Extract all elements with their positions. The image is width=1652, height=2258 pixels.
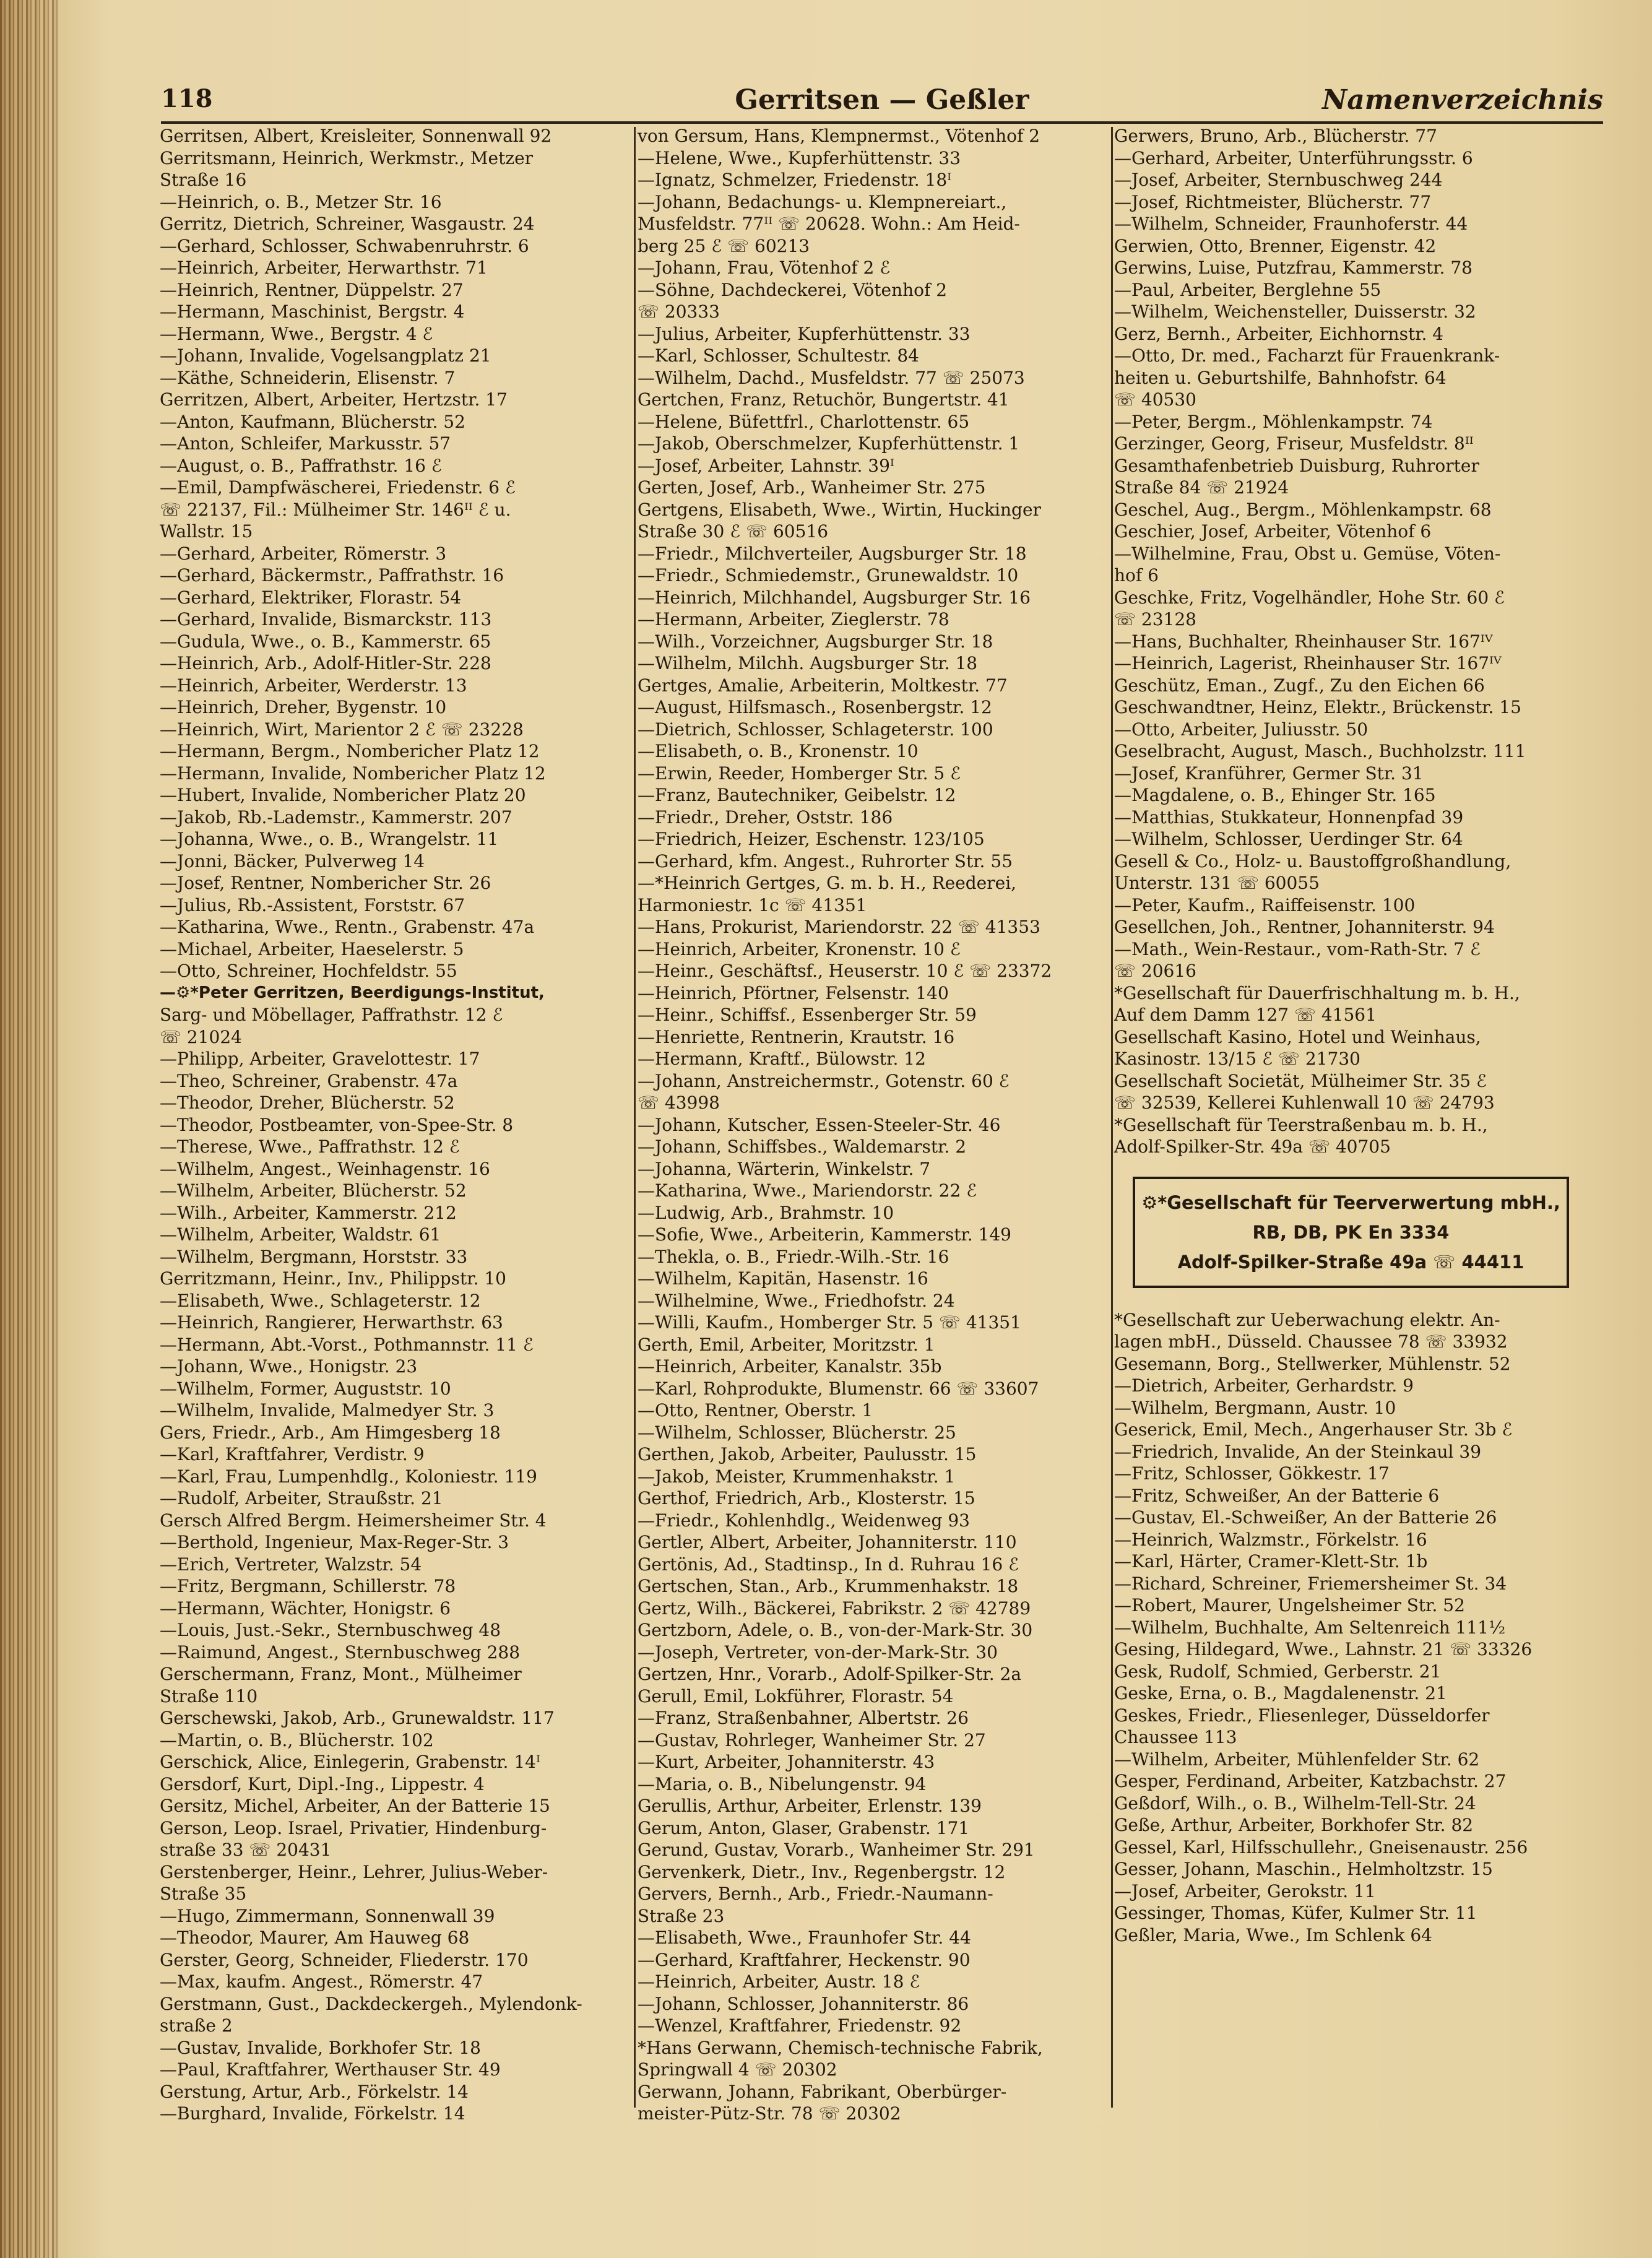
directory-entry: Straße 84 ☏ 21924 [1114,477,1289,498]
directory-entry: —Robert, Maurer, Ungelsheimer Str. 52 [1114,1595,1465,1616]
directory-entry: —Philipp, Arbeiter, Gravelottestr. 17 [160,1049,480,1069]
header-title: Gerritsen — Geßler [735,84,1029,116]
directory-entry: —Gerhard, Kraftfahrer, Heckenstr. 90 [638,1949,971,1970]
directory-entry: —Karl, Kraftfahrer, Verdistr. 9 [160,1444,425,1464]
directory-entry: —Friedr., Milchverteiler, Augsburger Str. 18 [638,543,1027,564]
directory-entry: Geskes, Friedr., Fliesenleger, Düsseldorfer [1114,1705,1490,1726]
directory-entry: Gersdorf, Kurt, Dipl.-Ing., Lippestr. 4 [160,1773,485,1794]
directory-entry: —Karl, Härter, Cramer-Klett-Str. 1b [1114,1551,1428,1572]
directory-entry: —Ignatz, Schmelzer, Friedenstr. 18ᴵ [638,170,952,190]
directory-entry: straße 33 ☏ 20431 [160,1840,332,1860]
directory-entry: *Gesellschaft zur Ueberwachung elektr. An- [1114,1309,1500,1330]
directory-entry: Gerson, Leop. Israel, Privatier, Hindenburg- [160,1817,547,1838]
directory-entry: —Josef, Kranführer, Germer Str. 31 [1114,763,1424,784]
directory-entry: —Heinrich, Wirt, Marientor 2 ℰ ☏ 23228 [160,719,524,740]
directory-entry: —Jakob, Rb.-Lademstr., Kammerstr. 207 [160,807,512,828]
directory-entry: Geschier, Josef, Arbeiter, Vötenhof 6 [1114,521,1432,542]
directory-entry: Gerwann, Johann, Fabrikant, Oberbürger- [638,2081,1007,2102]
directory-entry: —Max, kaufm. Angest., Römerstr. 47 [160,1971,483,1992]
directory-entry: Gesellschaft Societät, Mülheimer Str. 35 ℰ [1114,1070,1487,1091]
directory-entry: —Käthe, Schneiderin, Elisenstr. 7 [160,367,456,388]
directory-entry: ☏ 21024 [160,1026,242,1047]
directory-entry: Sarg- und Möbellager, Paffrathstr. 12 ℰ [160,1005,503,1025]
ad-accounts: RB, DB, PK En 3334 [1252,1221,1450,1243]
directory-entry: —Hans, Buchhalter, Rheinhauser Str. 167ᴵⱽ [1114,631,1493,652]
directory-entry: —Wilh., Arbeiter, Kammerstr. 212 [160,1202,457,1223]
directory-entry: —Friedr., Kohlenhdlg., Weidenweg 93 [638,1510,970,1531]
directory-entry: Gesser, Johann, Maschin., Helmholtzstr. 15 [1114,1859,1493,1879]
directory-entry: —Ludwig, Arb., Brahmstr. 10 [638,1202,894,1223]
directory-entry: —Math., Wein-Restaur., vom-Rath-Str. 7 ℰ [1114,938,1481,959]
directory-entry: Gertzborn, Adele, o. B., von-der-Mark-Str. 30 [638,1620,1033,1640]
directory-entry: —Franz, Straßenbahner, Albertstr. 26 [638,1708,969,1728]
directory-entry: —Johann, Bedachungs- u. Klempnereiart., [638,191,1007,212]
directory-entry: Gertchen, Franz, Retuchör, Bungertstr. 41 [638,389,1010,410]
directory-entry: Gerstmann, Gust., Dackdeckergeh., Mylendonk- [160,1993,582,2014]
directory-entry: —Gudula, Wwe., o. B., Kammerstr. 65 [160,631,491,652]
directory-entry: Auf dem Damm 127 ☏ 41561 [1114,1005,1377,1025]
directory-entry: Gerstung, Artur, Arb., Förkelstr. 14 [160,2081,469,2102]
directory-entry: —Burghard, Invalide, Förkelstr. 14 [160,2103,465,2124]
directory-entry: Gers, Friedr., Arb., Am Himgesberg 18 [160,1422,501,1443]
directory-entry: *Gesellschaft für Teerstraßenbau m. b. H., [1114,1114,1488,1135]
directory-entry: ☏ 23128 [1114,609,1196,629]
directory-entry: —Emil, Dampfwäscherei, Friedenstr. 6 ℰ [160,477,516,498]
directory-entry: —Dietrich, Arbeiter, Gerhardstr. 9 [1114,1375,1414,1396]
directory-entry: Geßdorf, Wilh., o. B., Wilhelm-Tell-Str. 24 [1114,1793,1476,1814]
directory-entry: —Wilhelm, Milchh. Augsburger Str. 18 [638,653,978,673]
directory-entry: Gerritz, Dietrich, Schreiner, Wasgaustr. 24 [160,214,535,234]
directory-entry: Gerritsen, Albert, Kreisleiter, Sonnenwall 92 [160,126,552,146]
directory-entry: —Hermann, Invalide, Nombericher Platz 12 [160,763,546,784]
directory-entry: Geske, Erna, o. B., Magdalenenstr. 21 [1114,1683,1447,1703]
directory-entry: ☏ 40530 [1114,389,1196,410]
directory-entry: Gerstenberger, Heinr., Lehrer, Julius-Weber- [160,1861,548,1882]
directory-entry: Gerthof, Friedrich, Arb., Klosterstr. 15 [638,1488,975,1508]
directory-entry: —Peter, Bergm., Möhlenkampstr. 74 [1114,411,1433,432]
directory-entry: Gerritzmann, Heinr., Inv., Philippstr. 10 [160,1268,506,1289]
directory-entry: —Gerhard, Invalide, Bismarckstr. 113 [160,609,492,629]
directory-entry: Gerwins, Luise, Putzfrau, Kammerstr. 78 [1114,257,1473,278]
directory-entry: Gerum, Anton, Glaser, Grabenstr. 171 [638,1817,970,1838]
directory-entry: —Otto, Dr. med., Facharzt für Frauenkrank- [1114,345,1500,366]
directory-entry: —Therese, Wwe., Paffrathstr. 12 ℰ [160,1136,460,1157]
directory-entry: Gersitz, Michel, Arbeiter, An der Batterie 15 [160,1796,550,1816]
directory-entry: Kasinostr. 13/15 ℰ ☏ 21730 [1114,1049,1360,1069]
directory-entry: —Wilhelm, Schlosser, Blücherstr. 25 [638,1422,956,1443]
directory-entry: —Gerhard, Arbeiter, Unterführungsstr. 6 [1114,147,1473,168]
directory-entry: —Hermann, Abt.-Vorst., Pothmannstr. 11 ℰ [160,1334,534,1355]
directory-entry: —Elisabeth, o. B., Kronenstr. 10 [638,741,919,761]
directory-entry: —Anton, Schleifer, Markusstr. 57 [160,433,451,454]
column-3-lower [1114,1309,1588,1947]
directory-entry: —⚙*Peter Gerritzen, Beerdigungs-Institut, [160,983,545,1002]
directory-entry: —Erwin, Reeder, Homberger Str. 5 ℰ [638,763,961,784]
directory-entry: berg 25 ℰ ☏ 60213 [638,235,810,256]
directory-entry: —Heinrich, Arb., Adolf-Hitler-Str. 228 [160,653,491,673]
directory-entry: —Michael, Arbeiter, Haeselerstr. 5 [160,938,464,959]
directory-entry: —Otto, Arbeiter, Juliusstr. 50 [1114,719,1369,740]
directory-entry: Gersch Alfred Bergm. Heimersheimer Str. 4 [160,1510,547,1531]
directory-entry: —Wilhelm, Arbeiter, Mühlenfelder Str. 62 [1114,1749,1480,1770]
directory-entry: Gesemann, Borg., Stellwerker, Mühlenstr. 52 [1114,1353,1511,1374]
directory-entry: —Johanna, Wärterin, Winkelstr. 7 [638,1158,931,1179]
directory-entry: —August, Hilfsmasch., Rosenbergstr. 12 [638,697,992,717]
directory-entry: Gerullis, Arthur, Arbeiter, Erlenstr. 139 [638,1796,982,1816]
directory-entry: —Johann, Schiffsbes., Waldemarstr. 2 [638,1136,967,1157]
directory-entry: —Hermann, Maschinist, Bergstr. 4 [160,301,465,322]
column-3-upper [1114,125,1588,1158]
directory-entry: —Hermann, Wächter, Honigstr. 6 [160,1598,451,1619]
directory-entry: —Heinrich, Lagerist, Rheinhauser Str. 167ᴵⱽ [1114,653,1502,673]
directory-entry: von Gersum, Hans, Klempnermst., Vötenhof 2 [638,126,1040,146]
directory-entry: —Elisabeth, Wwe., Fraunhofer Str. 44 [638,1927,971,1948]
page-number: 118 [161,84,213,113]
directory-entry: —Heinrich, Arbeiter, Herwarthstr. 71 [160,257,488,278]
directory-entry: —Wilhelm, Buchhalte, Am Seltenreich 111½ [1114,1617,1506,1638]
directory-entry: —Heinrich, Rangierer, Herwarthstr. 63 [160,1312,503,1333]
directory-entry: —Wilhelm, Bergmann, Austr. 10 [1114,1397,1396,1418]
directory-entry: Gerster, Georg, Schneider, Fliederstr. 170 [160,1949,529,1970]
directory-entry: —Raimund, Angest., Sternbuschweg 288 [160,1642,521,1663]
column-divider [1111,127,1113,2108]
directory-entry: —Hermann, Bergm., Nombericher Platz 12 [160,741,540,761]
directory-entry: —Friedrich, Invalide, An der Steinkaul 39 [1114,1441,1482,1462]
directory-entry: Gesellchen, Joh., Rentner, Johanniterstr. 94 [1114,917,1495,937]
directory-entry: —Friedr., Dreher, Oststr. 186 [638,807,893,828]
directory-entry: Straße 110 [160,1685,258,1706]
directory-entry: —Josef, Rentner, Nombericher Str. 26 [160,873,491,893]
directory-entry: —Matthias, Stukkateur, Honnenpfad 39 [1114,807,1464,828]
column-divider [634,127,636,2108]
column-3 [1114,125,1588,1946]
directory-entry: —Fritz, Schweißer, An der Batterie 6 [1114,1485,1440,1506]
directory-entry: —Jakob, Meister, Krummenhakstr. 1 [638,1466,956,1487]
directory-entry: Gervers, Bernh., Arb., Friedr.-Naumann- [638,1884,993,1904]
directory-entry: —Wilhelmine, Frau, Obst u. Gemüse, Vöten- [1114,543,1501,564]
directory-entry: —Johanna, Wwe., o. B., Wrangelstr. 11 [160,829,499,849]
directory-entry: Gertler, Albert, Arbeiter, Johanniterstr. 110 [638,1532,1017,1552]
directory-entry: —Theodor, Postbeamter, von-Spee-Str. 8 [160,1114,514,1135]
directory-entry: —Wenzel, Kraftfahrer, Friedenstr. 92 [638,2015,962,2036]
directory-entry: —Gerhard, Bäckermstr., Paffrathstr. 16 [160,565,504,586]
directory-entry: —*Heinrich Gertges, G. m. b. H., Reederei, [638,873,1017,893]
directory-entry: —Wilhelm, Dachd., Musfeldstr. 77 ☏ 25073 [638,367,1025,388]
directory-entry: Geschwandtner, Heinz, Elektr., Brückenstr. 15 [1114,697,1521,717]
directory-entry: Gerten, Josef, Arb., Wanheimer Str. 275 [638,477,986,498]
directory-entry: Springwall 4 ☏ 20302 [638,2059,837,2080]
directory-entry: —Heinr., Schiffsf., Essenberger Str. 59 [638,1005,977,1025]
directory-entry: —Martin, o. B., Blücherstr. 102 [160,1729,434,1750]
directory-entry: Gerund, Gustav, Vorarb., Wanheimer Str. 291 [638,1840,1035,1860]
directory-entry: Gertges, Amalie, Arbeiterin, Moltkestr. 77 [638,675,1008,696]
directory-entry: *Hans Gerwann, Chemisch-technische Fabrik, [638,2037,1043,2058]
directory-entry: —Henriette, Rentnerin, Krautstr. 16 [638,1026,955,1047]
directory-entry: —Josef, Richtmeister, Blücherstr. 77 [1114,191,1432,212]
directory-entry: —Theodor, Maurer, Am Hauweg 68 [160,1927,470,1948]
directory-entry: —Theo, Schreiner, Grabenstr. 47a [160,1070,458,1091]
directory-entry: ☏ 20616 [1114,961,1196,981]
directory-entry: —Paul, Kraftfahrer, Werthauser Str. 49 [160,2059,501,2080]
directory-entry: —Fritz, Schlosser, Gökkestr. 17 [1114,1463,1390,1484]
directory-entry: ☏ 43998 [638,1092,720,1113]
directory-entry: —Heinrich, Rentner, Düppelstr. 27 [160,279,464,300]
directory-entry: —Wilhelm, Arbeiter, Blücherstr. 52 [160,1180,467,1201]
directory-entry: —Gerhard, Schlosser, Schwabenruhrstr. 6 [160,235,529,256]
directory-entry: —Wilhelm, Invalide, Malmedyer Str. 3 [160,1400,495,1421]
directory-entry: —Magdalene, o. B., Ehinger Str. 165 [1114,785,1436,805]
directory-entry: —Karl, Frau, Lumpenhdlg., Koloniestr. 119 [160,1466,537,1487]
directory-entry: —August, o. B., Paffrathstr. 16 ℰ [160,455,442,476]
directory-entry: —Joseph, Vertreter, von-der-Mark-Str. 30 [638,1642,998,1663]
directory-entry: Geschke, Fritz, Vogelhändler, Hohe Str. 60 ℰ [1114,587,1505,608]
directory-entry: —Erich, Vertreter, Walzstr. 54 [160,1554,422,1575]
directory-entry: —Heinrich, Milchhandel, Augsburger Str. 16 [638,587,1031,608]
header-rule [161,121,1603,124]
directory-entry: —Gerhard, Arbeiter, Römerstr. 3 [160,543,447,564]
directory-entry: ☏ 22137, Fil.: Mülheimer Str. 146ᴵᴵ ℰ u. [160,499,511,520]
directory-entry: Gesper, Ferdinand, Arbeiter, Katzbachstr. 27 [1114,1771,1507,1791]
directory-entry: —Theodor, Dreher, Blücherstr. 52 [160,1092,455,1113]
directory-entry: heiten u. Geburtshilfe, Bahnhofstr. 64 [1114,367,1447,388]
directory-entry: Gesing, Hildegard, Wwe., Lahnstr. 21 ☏ 33326 [1114,1639,1533,1659]
section-title: Namenverzeichnis [1322,84,1603,116]
directory-entry: —Johann, Kutscher, Essen-Steeler-Str. 46 [638,1114,1001,1135]
directory-entry: —Gerhard, Elektriker, Florastr. 54 [160,587,462,608]
directory-entry: —Berthold, Ingenieur, Max-Reger-Str. 3 [160,1532,509,1552]
directory-entry: —Josef, Arbeiter, Gerokstr. 11 [1114,1880,1376,1901]
directory-entry: —Hugo, Zimmermann, Sonnenwall 39 [160,1905,495,1926]
directory-entry: —Wilhelm, Kapitän, Hasenstr. 16 [638,1268,928,1289]
directory-entry: —Heinrich, Arbeiter, Werderstr. 13 [160,675,467,696]
directory-entry: Gerritsmann, Heinrich, Werkmstr., Metzer [160,147,534,168]
directory-entry: Harmoniestr. 1c ☏ 41351 [638,894,867,915]
directory-entry: —Fritz, Bergmann, Schillerstr. 78 [160,1576,456,1596]
directory-entry: —Wilhelm, Former, Auguststr. 10 [160,1378,451,1399]
directory-entry: lagen mbH., Düsseld. Chaussee 78 ☏ 33932 [1114,1331,1508,1352]
directory-entry: Gerzinger, Georg, Friseur, Musfeldstr. 8ᴵᴵ [1114,433,1474,454]
directory-entry: Gerschick, Alice, Einlegerin, Grabenstr. 14ᴵ [160,1752,540,1772]
directory-entry: Gerull, Emil, Lokführer, Florastr. 54 [638,1685,954,1706]
directory-entry: hof 6 [1114,565,1159,586]
directory-entry: —Wilhelm, Bergmann, Horststr. 33 [160,1246,468,1267]
directory-entry: Gessinger, Thomas, Küfer, Kulmer Str. 11 [1114,1903,1477,1923]
directory-entry: Geße, Arthur, Arbeiter, Borkhofer Str. 82 [1114,1815,1474,1835]
directory-entry: —Sofie, Wwe., Arbeiterin, Kammerstr. 149 [638,1224,1011,1245]
directory-entry: Gerschewski, Jakob, Arb., Grunewaldstr. 117 [160,1708,555,1728]
directory-entry: —Julius, Arbeiter, Kupferhüttenstr. 33 [638,323,971,344]
directory-entry: —Paul, Arbeiter, Berglehne 55 [1114,279,1382,300]
directory-entry: Gerwien, Otto, Brenner, Eigenstr. 42 [1114,235,1437,256]
directory-entry: —Louis, Just.-Sekr., Sternbuschweg 48 [160,1620,501,1640]
directory-entry: *Gesellschaft für Dauerfrischhaltung m. b. H., [1114,982,1520,1003]
ad-company: ⚙*Gesellschaft für Teerverwertung mbH., [1141,1192,1560,1213]
directory-entry: —Johann, Anstreichermstr., Gotenstr. 60 ℰ [638,1070,1010,1091]
directory-entry: Gertschen, Stan., Arb., Krummenhakstr. 18 [638,1576,1019,1596]
directory-entry: —Wilhelm, Schneider, Fraunhoferstr. 44 [1114,214,1468,234]
directory-entry: —Wilhelmine, Wwe., Friedhofstr. 24 [638,1290,955,1311]
directory-entry: —Heinrich, Arbeiter, Kanalstr. 35b [638,1356,942,1377]
directory-entry: —Friedrich, Heizer, Eschenstr. 123/105 [638,829,985,849]
directory-entry: Musfeldstr. 77ᴵᴵ ☏ 20628. Wohn.: Am Heid- [638,214,1020,234]
directory-entry: —Willi, Kaufm., Homberger Str. 5 ☏ 41351 [638,1312,1021,1333]
directory-entry: Gertönis, Ad., Stadtinsp., In d. Ruhrau 16 ℰ [638,1554,1019,1575]
directory-entry: Wallstr. 15 [160,521,253,542]
directory-entry: —Friedr., Schmiedemstr., Grunewaldstr. 10 [638,565,1019,586]
directory-entry: Adolf-Spilker-Str. 49a ☏ 40705 [1114,1136,1391,1157]
directory-entry: —Johann, Wwe., Honigstr. 23 [160,1356,418,1377]
directory-entry: —Karl, Schlosser, Schultestr. 84 [638,345,919,366]
column-2 [638,125,1111,2125]
directory-entry: —Hans, Prokurist, Mariendorstr. 22 ☏ 41353 [638,917,1040,937]
column-1 [160,125,633,2125]
directory-entry: —Heinrich, Arbeiter, Kronenstr. 10 ℰ [638,938,961,959]
directory-entry: —Heinrich, Pförtner, Felsenstr. 140 [638,982,949,1003]
directory-entry: Geßler, Maria, Wwe., Im Schlenk 64 [1114,1924,1432,1945]
directory-entry: Straße 35 [160,1884,247,1904]
directory-entry: Unterstr. 131 ☏ 60055 [1114,873,1320,893]
directory-entry: —Helene, Büfettfrl., Charlottenstr. 65 [638,411,970,432]
directory-entry: Gesellschaft Kasino, Hotel und Weinhaus, [1114,1026,1481,1047]
directory-entry: —Maria, o. B., Nibelungenstr. 94 [638,1773,927,1794]
advertisement-box [1133,1177,1569,1288]
directory-entry: Gessel, Karl, Hilfsschullehr., Gneisenaustr. 256 [1114,1836,1528,1858]
directory-entry: —Söhne, Dachdeckerei, Vötenhof 2 [638,279,948,300]
directory-entry: —Gerhard, kfm. Angest., Ruhrorter Str. 55 [638,850,1013,872]
directory-entry: Gesamthafenbetrieb Duisburg, Ruhrorter [1114,455,1479,476]
directory-entry: —Elisabeth, Wwe., Schlageterstr. 12 [160,1290,481,1311]
directory-entry: —Franz, Bautechniker, Geibelstr. 12 [638,785,956,805]
directory-entry: Gesell & Co., Holz- u. Baustoffgroßhandlung, [1114,850,1511,872]
directory-entry: Gerritzen, Albert, Arbeiter, Hertzstr. 17 [160,389,508,410]
directory-entry: —Wilhelm, Schlosser, Uerdinger Str. 64 [1114,829,1463,849]
directory-entry: —Dietrich, Schlosser, Schlageterstr. 100 [638,719,993,740]
directory-entry: Gesk, Rudolf, Schmied, Gerberstr. 21 [1114,1661,1442,1682]
directory-entry: ☏ 20333 [638,301,720,322]
directory-entry: —Gustav, Rohrleger, Wanheimer Str. 27 [638,1729,986,1750]
directory-entry: —Jakob, Oberschmelzer, Kupferhüttenstr. 1 [638,433,1020,454]
directory-entry: —Wilh., Vorzeichner, Augsburger Str. 18 [638,631,993,652]
directory-entry: —Thekla, o. B., Friedr.-Wilh.-Str. 16 [638,1246,949,1267]
directory-entry: Gertz, Wilh., Bäckerei, Fabrikstr. 2 ☏ 42789 [638,1598,1031,1619]
directory-entry: Gertgens, Elisabeth, Wwe., Wirtin, Huckinger [638,499,1041,520]
ad-address: Adolf-Spilker-Straße 49a ☏ 44411 [1177,1251,1524,1273]
directory-entry: —Katharina, Wwe., Mariendorstr. 22 ℰ [638,1180,977,1201]
directory-entry: —Josef, Arbeiter, Sternbuschweg 244 [1114,170,1443,190]
directory-entry: Straße 23 [638,1905,725,1926]
directory-entry: —Heinr., Geschäftsf., Heuserstr. 10 ℰ ☏ 23372 [638,961,1052,981]
directory-entry: —Johann, Schlosser, Johanniterstr. 86 [638,1993,969,2014]
directory-entry: Geschel, Aug., Bergm., Möhlenkampstr. 68 [1114,499,1492,520]
directory-entry: —Hermann, Kraftf., Bülowstr. 12 [638,1049,926,1069]
directory-entry: Gerthen, Jakob, Arbeiter, Paulusstr. 15 [638,1444,977,1464]
directory-entry: ☏ 32539, Kellerei Kuhlenwall 10 ☏ 24793 [1114,1092,1495,1113]
directory-entry: —Rudolf, Arbeiter, Straußstr. 21 [160,1488,443,1508]
directory-entry: —Jonni, Bäcker, Pulverweg 14 [160,850,425,872]
directory-entry: Gertzen, Hnr., Vorarb., Adolf-Spilker-Str. 2a [638,1664,1022,1684]
directory-entry: straße 2 [160,2015,233,2036]
directory-entry: —Wilhelm, Weichensteller, Duisserstr. 32 [1114,301,1476,322]
directory-entry: —Hermann, Wwe., Bergstr. 4 ℰ [160,323,433,344]
directory-entry: —Wilhelm, Arbeiter, Waldstr. 61 [160,1224,441,1245]
directory-entry: —Heinrich, Arbeiter, Austr. 18 ℰ [638,1971,920,1992]
directory-entry: Gervenkerk, Dietr., Inv., Regenbergstr. 12 [638,1861,1006,1882]
directory-entry: —Johann, Invalide, Vogelsangplatz 21 [160,345,491,366]
directory-entry: Geserick, Emil, Mech., Angerhauser Str. 3b ℰ [1114,1419,1513,1440]
directory-entry: Chaussee 113 [1114,1727,1237,1747]
book-page-edges [0,0,59,2258]
directory-entry: Straße 30 ℰ ☏ 60516 [638,521,829,542]
directory-entry: —Josef, Arbeiter, Lahnstr. 39ᴵ [638,455,894,476]
directory-entry: —Otto, Rentner, Oberstr. 1 [638,1400,873,1421]
directory-entry: Gerwers, Bruno, Arb., Blücherstr. 77 [1114,126,1437,146]
directory-entry: —Katharina, Wwe., Rentn., Grabenstr. 47a [160,917,535,937]
directory-entry: —Heinrich, Dreher, Bygenstr. 10 [160,697,447,717]
directory-entry: meister-Pütz-Str. 78 ☏ 20302 [638,2103,901,2124]
directory-entry: Straße 16 [160,170,247,190]
directory-entry: —Kurt, Arbeiter, Johanniterstr. 43 [638,1752,935,1772]
directory-entry: Geselbracht, August, Masch., Buchholzstr. 111 [1114,741,1526,761]
directory-entry: —Hubert, Invalide, Nombericher Platz 20 [160,785,526,805]
directory-entry: —Hermann, Arbeiter, Zieglerstr. 78 [638,609,949,629]
directory-entry: —Helene, Wwe., Kupferhüttenstr. 33 [638,147,961,168]
directory-entry: —Julius, Rb.-Assistent, Forststr. 67 [160,894,465,915]
directory-entry: Gerschermann, Franz, Mont., Mülheimer [160,1664,522,1684]
directory-entry: —Heinrich, Walzmstr., Förkelstr. 16 [1114,1529,1427,1550]
directory-entry: —Richard, Schreiner, Friemersheimer St. 34 [1114,1573,1507,1594]
directory-entry: —Karl, Rohprodukte, Blumenstr. 66 ☏ 33607 [638,1378,1039,1399]
directory-entry: Geschütz, Eman., Zugf., Zu den Eichen 66 [1114,675,1485,696]
directory-entry: —Gustav, Invalide, Borkhofer Str. 18 [160,2037,481,2058]
page-header [161,84,1603,121]
directory-entry: —Heinrich, o. B., Metzer Str. 16 [160,191,442,212]
directory-entry: Gerth, Emil, Arbeiter, Moritzstr. 1 [638,1334,935,1355]
directory-entry: —Peter, Kaufm., Raiffeisenstr. 100 [1114,894,1416,915]
directory-entry: —Wilhelm, Angest., Weinhagenstr. 16 [160,1158,490,1179]
directory-entry: —Johann, Frau, Vötenhof 2 ℰ [638,257,891,278]
directory-entry: —Otto, Schreiner, Hochfeldstr. 55 [160,961,457,981]
directory-entry: —Gustav, El.-Schweißer, An der Batterie 26 [1114,1507,1497,1528]
directory-entry: Gerz, Bernh., Arbeiter, Eichhornstr. 4 [1114,323,1444,344]
directory-entry: —Anton, Kaufmann, Blücherstr. 52 [160,411,465,432]
